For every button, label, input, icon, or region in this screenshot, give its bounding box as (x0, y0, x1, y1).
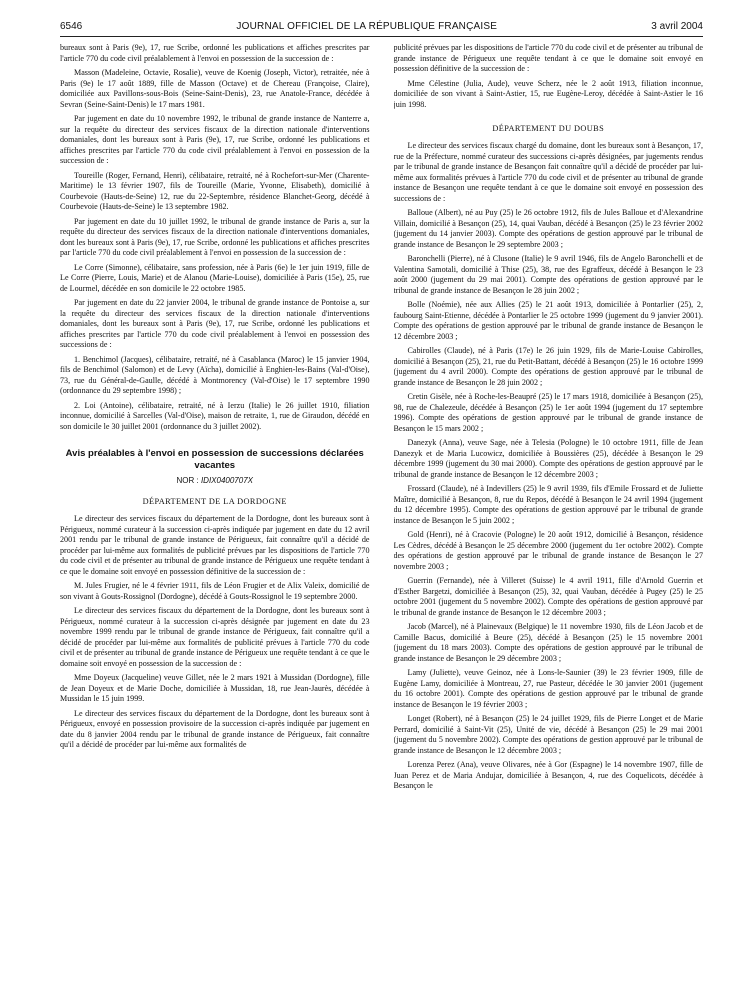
paragraph: Bolle (Noémie), née aux Allies (25) le 21 août 1913, domiciliée à Pontarlier (25), 2, faubourg Saint-Etienne, décédée à Pontarlier le 25 octobre 1999 (jugement du 9 janvier 2001). Compte des opérations de gestion approuvé par le tribunal de grande instance de Besançon le 12 décembre 2003 ; (393, 300, 703, 341)
paragraph: Le directeur des services fiscaux du département de la Dordogne, dont les bureaux sont à Périgueux, nommé curateur à la succession ci-après indiquée par jugement en date du 12 avril 2001 rendu par le tribunal de grande instance de Périgueux, fait connaître qu'il a décidé de procéder par lui-même aux formalités de publicité prévues par les dispositions de l'article 770 du code civil et de présenter au tribunal de grande instance de Périgueux une requête tendant à ce que le domaine soit envoyé en possession définitive de la succession de : (60, 514, 370, 576)
paragraph: Balloue (Albert), né au Puy (25) le 26 octobre 1912, fils de Jules Balloue et d'Alexandrine Villain, domicilié à Besançon (25), 14, quai Vauban, décédé à Besançon (25) le 23 février 2002 (jugement du 14 janvier 2003). Compte des opérations de gestion approuvé par le tribunal de grande instance de Besançon le 29 septembre 2003 ; (393, 208, 703, 249)
left-paragraphs-after (60, 514, 370, 751)
paragraph: 1. Benchimol (Jacques), célibataire, retraité, né à Casablanca (Maroc) le 15 janvier 1904, fils de Benchimol (Salomon) et de Levy (Aïcha), domicilié à Enghien-les-Bains (Val-d'Oise), 73, rue du Général-de-Gaulle, décédé à Montmorency (Val-d'Oise) le 17 septembre 1990 (ordonnance du 29 septembre 1998) ; (60, 354, 370, 395)
paragraph: bureaux sont à Paris (9e), 17, rue Scribe, ordonné les publications et affiches prescrites par l'article 770 du code civil préalablement à l'envoi en possession de la succession de : (60, 43, 370, 63)
nor-reference (60, 476, 370, 485)
department-heading: DÉPARTEMENT DE LA DORDOGNE (142, 497, 287, 506)
notice-title: Avis préalables à l'envoi en possession de successions déclarées vacantes (65, 448, 364, 471)
paragraph: Jacob (Marcel), né à Plainevaux (Belgique) le 11 novembre 1930, fils de Léon Jacob et de Camille Bacus, domicilié à Beure (25), décédé à Besançon (25) le 15 novembre 2001 (jugement du 18 mars 2003). Compte des opérations de gestion approuvé par le tribunal de grande instance de Besançon le 29 décembre 2003 ; (393, 622, 703, 663)
left-paragraphs-before (60, 43, 370, 432)
paragraph: Cabirolles (Claude), né à Paris (17e) le 26 juin 1929, fils de Marie-Louise Cabirolles, domicilié à Besançon (25), 21, rue du Petit-Battant, décédé à Besançon (25) le 16 octobre 1999 (jugement du 4 avril 2000). Compte des opérations de gestion approuvé par le tribunal de grande instance de Besançon le 28 juin 2002 ; (393, 346, 703, 387)
paragraph: Gold (Henri), né à Cracovie (Pologne) le 20 août 1912, domicilié à Besançon, résidence Les Cèdres, décédé à Besançon le 25 décembre 2000 (jugement du 1er octobre 2002). Compte des opérations de gestion approuvé par le tribunal de grande instance de Besançon le 27 novembre 2003 ; (393, 530, 703, 571)
page-number: 6546 (60, 21, 83, 32)
paragraph: Lamy (Juliette), veuve Geinoz, née à Lons-le-Saunier (39) le 23 février 1909, fille de Eugène Lamy, domiciliée à Montreau, 27, rue Pasteur, décédée le 30 janvier 2001 (jugement du 16 octobre 2001). Compte des opérations de gestion approuvé par le tribunal de grande instance de Besançon le 19 février 2003 ; (393, 668, 703, 709)
paragraph: Masson (Madeleine, Octavie, Rosalie), veuve de Koenig (Joseph, Victor), retraitée, née à Paris (9e) le 17 août 1889, fille de Masson (Octave) et de Chereau (Françoise, Claire), domiciliée aux Pavillons-sous-Bois (Seine-Saint-Denis), 23, rue Anatole-France, décédée à Sevran (Seine-Saint-Denis) le 17 mars 1981. (60, 68, 370, 109)
nor-code: IDIX0400707X (200, 476, 253, 485)
issue-date: 3 avril 2004 (651, 21, 703, 32)
nor-label: NOR : (176, 476, 199, 485)
paragraph: Le directeur des services fiscaux du département de la Dordogne, dont les bureaux sont à Périgueux, envoyé en possession provisoire de la succession ci-après indiquée par jugement en date du 8 janvier 2004 rendu par le tribunal de grande instance de Périgueux, fait connaître qu'il a décidé de procéder par lui-même aux formalités de (60, 708, 370, 749)
paragraph: M. Jules Frugier, né le 4 février 1911, fils de Léon Frugier et de Alix Valeix, domicilié de son vivant à Gouts-Rossignol (Dordogne), décédé à Gouts-Rossignol le 19 septembre 2000. (60, 581, 370, 601)
paragraph: Frossard (Claude), né à Indevillers (25) le 9 avril 1939, fils d'Emile Frossard et de Juliette Maître, domicilié à Besançon, 8, rue du Repos, décédé à Besançon le 24 avril 1994 (jugement du 12 décembre 1995). Compte des opérations de gestion approuvé par le tribunal de grande instance de Besançon le 5 juin 2002 ; (393, 484, 703, 525)
paragraph: Le directeur des services fiscaux du département de la Dordogne, dont les bureaux sont à Périgueux, nommé curateur à la succession ci-après désignée par jugement en date du 23 novembre 1999 rendu par le tribunal de grande instance de Périgueux, fait connaître qu'il a décidé de procéder par lui-même aux formalités de publicité prévues à l'article 770 du code civil et de présenter au tribunal de grande instance de Périgueux une requête tendant à ce que le domaine soit envoyé en possession de la succession de : (60, 606, 370, 668)
right-paragraphs-before (394, 43, 704, 110)
paragraph: Baronchelli (Pierre), né à Clusone (Italie) le 9 avril 1946, fils de Angelo Baronchelli et de Valentina Samotali, domicilié à Thise (25), 38, rue des Egraffeux, décédé à Besançon le 23 août 2000 (jugement du 29 mai 2001). Compte des opérations de gestion approuvé par le tribunal de grande instance de Besançon le 28 juin 2002 ; (393, 254, 703, 295)
paragraph: Mme Doyeux (Jacqueline) veuve Gillet, née le 2 mars 1921 à Mussidan (Dordogne), fille de Jean Doyeux et de Marie Doche, domiciliée à Mussidan, 18, rue Jean-Jaurès, décédée à Mussidan le 15 juin 1999. (60, 673, 370, 703)
paragraph: Mme Célestine (Julia, Aude), veuve Scherz, née le 2 août 1913, filiation inconnue, domiciliée de son vivant à Saint-Astier, 15, rue Eugène-Leroy, décédée à Saint-Astier le 16 juin 1998. (393, 78, 703, 109)
right-paragraphs-after (394, 141, 704, 792)
paragraph: Le Corre (Simonne), célibataire, sans profession, née à Paris (6e) le 1er juin 1919, fille de Le Corre (Pierre, Louis, Marie) et de Alanou (Marie-Louise), domiciliée à Paris (15e), 25, rue de Lourmel, décédée en son domicile le 22 octobre 1985. (60, 262, 370, 293)
paragraph: Toureille (Roger, Fernand, Henri), célibataire, retraité, né à Rochefort-sur-Mer (Charente-Maritime) le 13 février 1907, fils de Toureille (Marie, Yvonne, Elisabeth), domicilié à Courbevoie (Hauts-de-Seine) 12, rue du 22-Septembre, résidence Blanchet-Georg, décédé à Courbevoie (Hauts-de-Seine) le 13 septembre 1982. (60, 170, 370, 211)
paragraph: Guerrin (Fernande), née à Villeret (Suisse) le 4 avril 1911, fille d'Arnold Guerrin et d'Esther Bargetzi, domiciliée à Besançon (25), 32, quai Vauban, décédée à Pugey (25) le 25 octobre 2001 (jugement du 5 novembre 2002). Compte des opérations de gestion approuvé par le tribunal de grande instance de Besançon le 12 décembre 2003 ; (393, 576, 703, 617)
department-heading: DÉPARTEMENT DU DOUBS (492, 124, 605, 133)
paragraph: 2. Loi (Antoine), célibataire, retraité, né à Ierzu (Italie) le 26 juillet 1910, filiation inconnue, domicilié à Sarcelles (Val-d'Oise), maison de retraite, 1, rue de Giraudon, décédé en son domicile le 30 juillet 2001 (ordonnance du 3 juillet 2002). (60, 400, 370, 431)
paragraph: Cretin Gisèle, née à Roche-les-Beaupré (25) le 17 mars 1918, domiciliée à Besançon (25), 98, rue de Chalezeule, décédée à Besançon (25) le 1er août 1994 (jugement du 17 septembre 1996). Compte des opérations de gestion approuvé par le tribunal de grande instance de Besançon le 15 mars 2002 ; (393, 392, 703, 433)
journal-title: JOURNAL OFFICIEL DE LA RÉPUBLIQUE FRANÇAISE (236, 21, 498, 32)
left-column (60, 43, 370, 982)
right-column (394, 43, 704, 982)
paragraph: Par jugement en date du 22 janvier 2004, le tribunal de grande instance de Pontoise a, sur la requête du directeur des services fiscaux de la direction nationale d'interventions domaniales, dont les bureaux sont à Paris (9e), 17, rue Scribe, ordonné les publications et affiches prescrites par l'article 770 du code civil préalablement à l'envoi en possession des successions de : (60, 298, 370, 349)
paragraph: Danezyk (Anna), veuve Sage, née à Telesia (Pologne) le 10 octobre 1911, fille de Jean Danezyk et de Maria Lucowicz, domiciliée à Boussières (25), décédée à Besançon le 29 décembre 1999 (jugement du 30 mai 2000). Compte des opérations de gestion approuvé par le tribunal de grande instance de Besançon le 12 décembre 2003 ; (393, 438, 703, 479)
paragraph: Longet (Robert), né à Besançon (25) le 24 juillet 1929, fils de Pierre Longet et de Marie Perrard, domicilié à Saint-Vit (25), Unité de vie, décédé à Besançon (25) le 29 mai 2001 (jugement du 5 novembre 2002). Compte des opérations de gestion approuvé par le tribunal de grande instance de Besançon le 12 décembre 2003 ; (393, 714, 703, 755)
paragraph: Par jugement en date du 10 juillet 1992, le tribunal de grande instance de Paris a, sur la requête du directeur des services fiscaux de la direction nationale d'interventions domaniales, dont les bureaux sont à Paris (9e), 17, rue Scribe, ordonné les publications et affiches prescrites par l'article 770 du code civil préalablement à l'envoi en possession de la succession de : (60, 216, 370, 257)
two-column-body (60, 43, 703, 982)
paragraph: Lorenza Perez (Ana), veuve Olivares, née à Gor (Espagne) le 14 novembre 1907, fille de Juan Perez et de Maria Andujar, domiciliée à Besançon, 4, rue des Coquelicots, décédée à Besançon le (393, 760, 703, 790)
paragraph: Le directeur des services fiscaux chargé du domaine, dont les bureaux sont à Besançon, 17, rue de la Préfecture, nommé curateur des successions ci-après désignées, par jugements rendus par le tribunal de grande instance de Besançon fait connaître qu'il a décidé de procéder par lui-même aux formalités prévues à l'article 770 du code civil et de présenter au tribunal de grande instance de Besançon une requête tendant à ce que le domaine soit envoyé en possession des successions de : (393, 141, 703, 203)
page-header (60, 14, 703, 32)
header-rule (60, 36, 703, 37)
paragraph: Par jugement en date du 10 novembre 1992, le tribunal de grande instance de Nanterre a, sur la requête du directeur des services fiscaux de la direction nationale d'interventions domaniales, dont les bureaux sont à Paris (9e), 17, rue Scribe, ordonné les publications et affiches prescrites par l'article 770 du code civil préalablement à l'envoi en possession de la succession de : (60, 114, 370, 165)
paragraph: publicité prévues par les dispositions de l'article 770 du code civil et de présenter au tribunal de grande instance de Périgueux une requête tendant à ce que le domaine soit envoyé en possession définitive de la succession de : (393, 43, 703, 73)
